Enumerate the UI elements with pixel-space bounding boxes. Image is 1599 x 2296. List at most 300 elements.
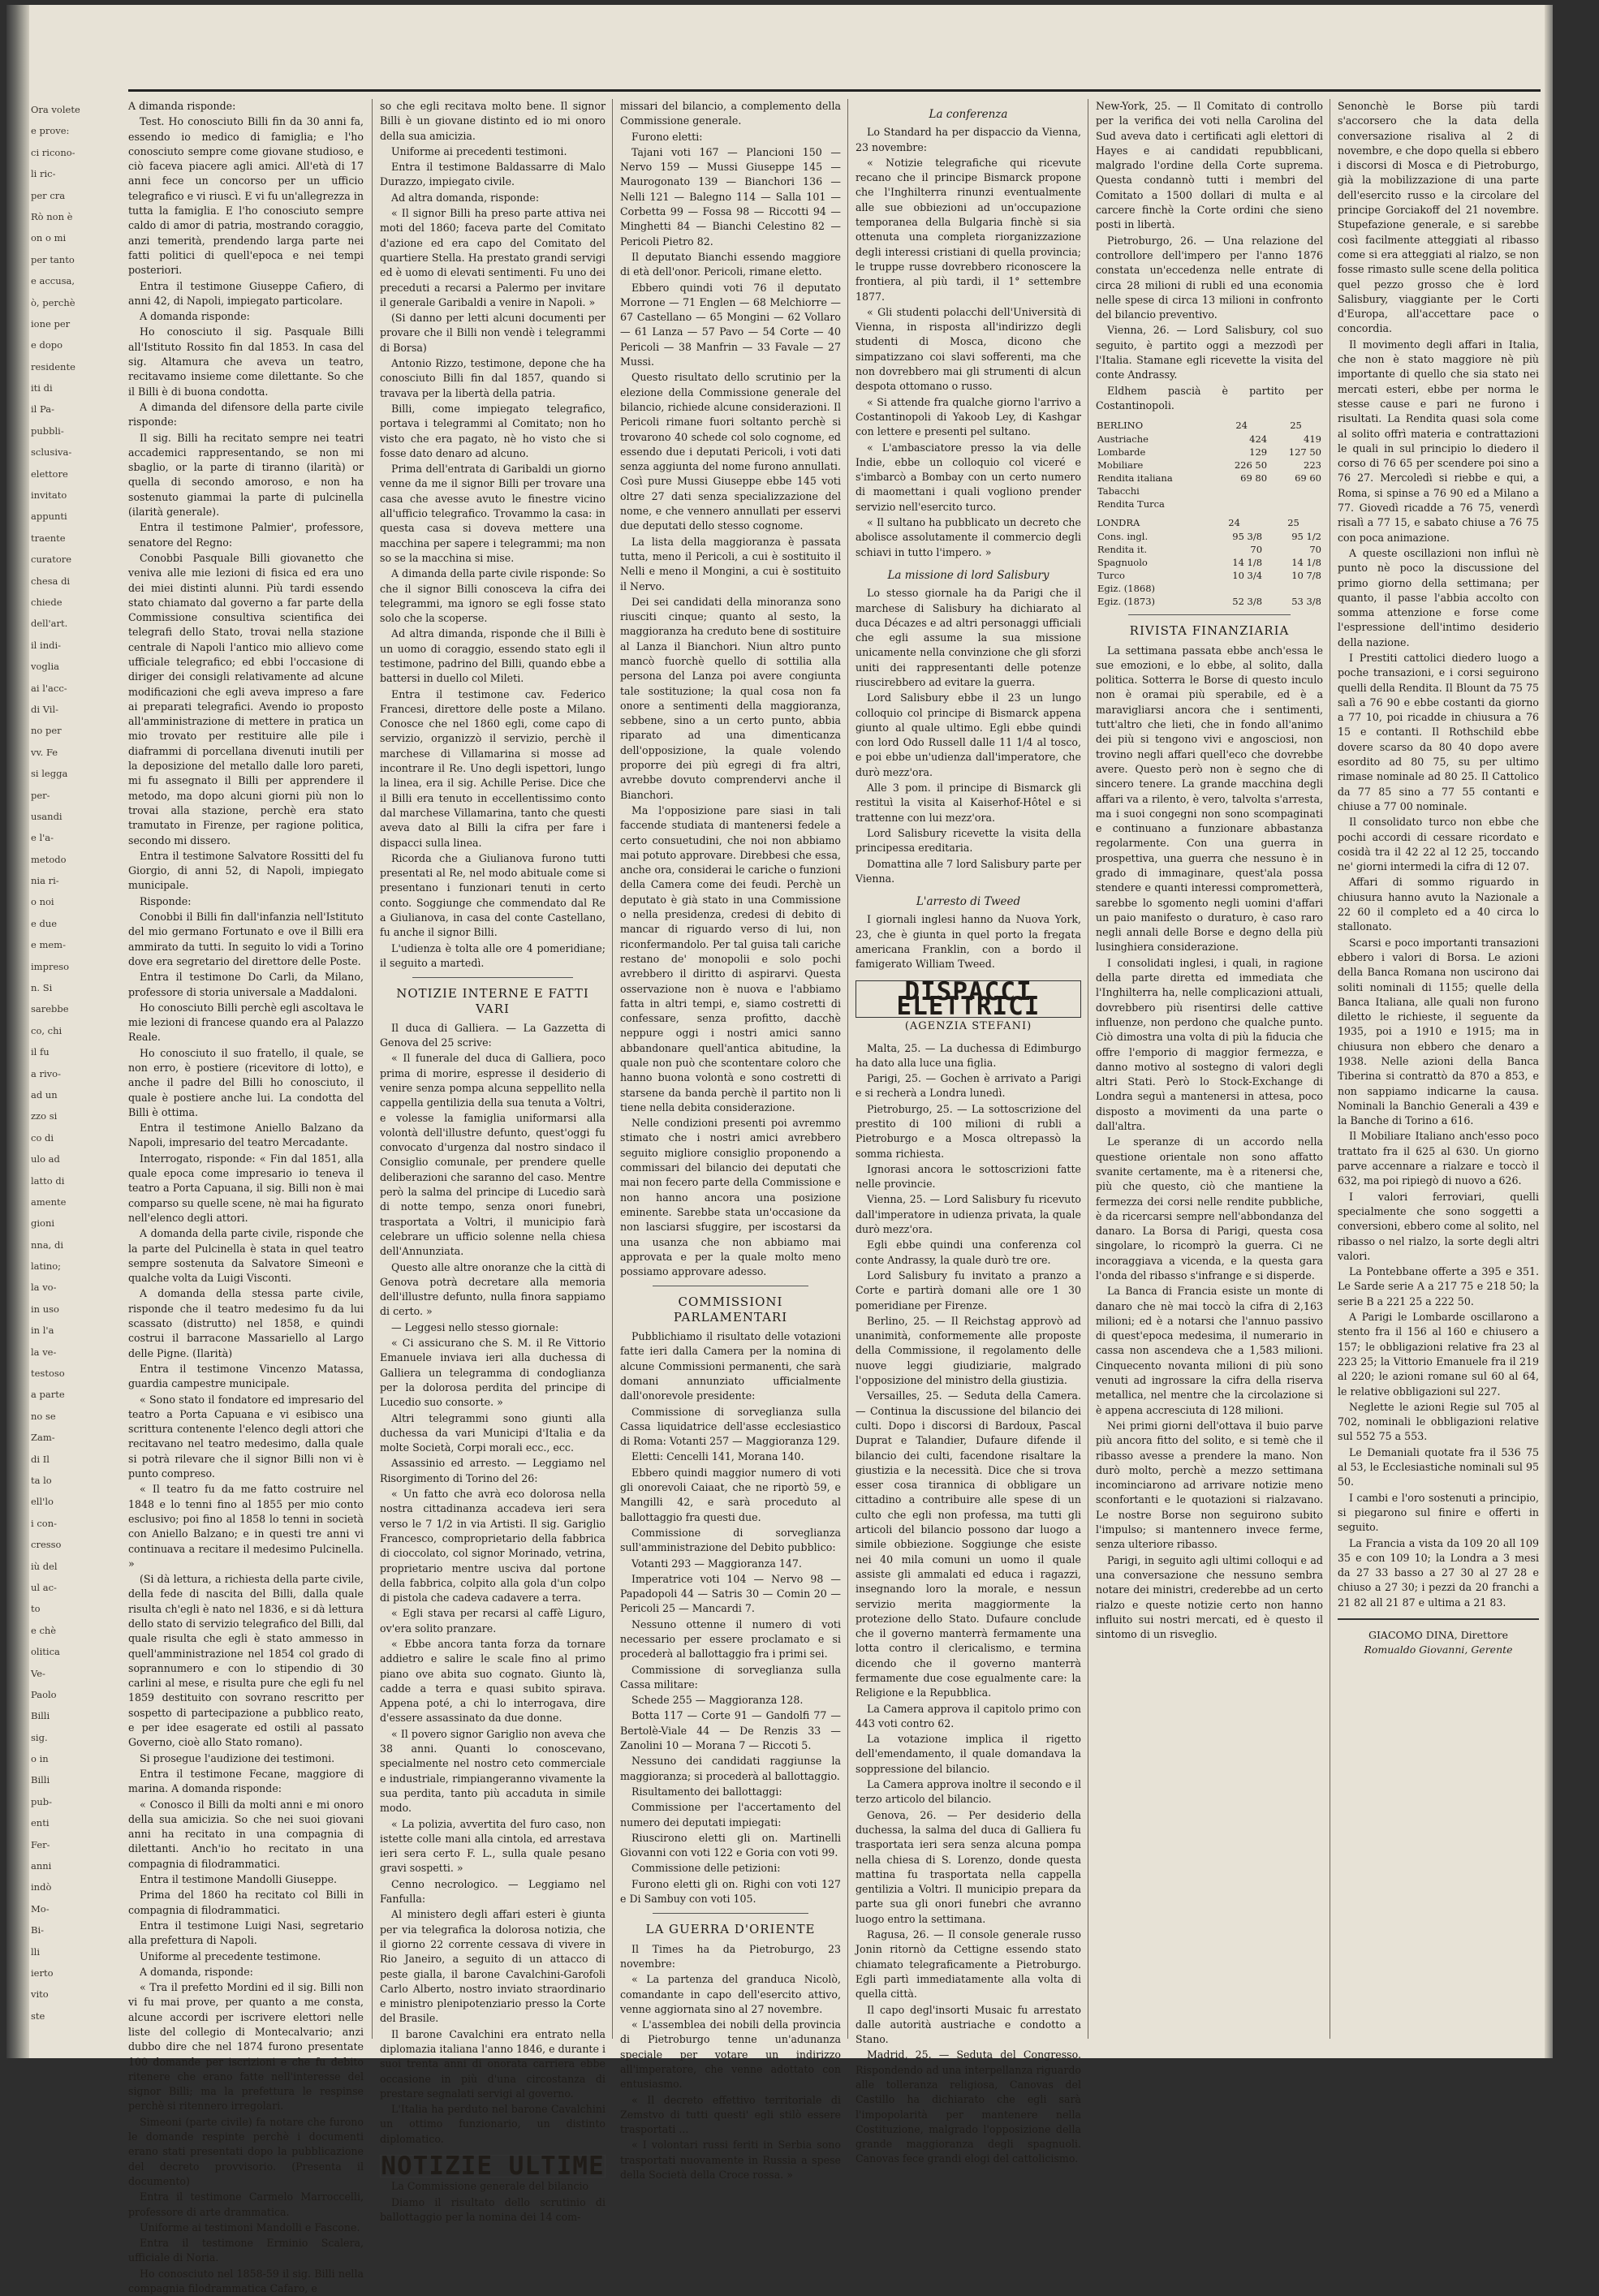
paragraph: Al ministero degli affari esteri è giunta per via telegrafica la dolorosa notizia, che il giorno 22 corrente cessava di vivere in Rio Janeiro, a seguito di un attacco di peste gialla, il barone Cavalchini-Garofoli Carlo Alberto, nostro inviato straordinario e ministro plenipotenziario presso la Corte del Brasile. xyxy=(380,1908,606,2025)
paragraph: « Un fatto che avrà eco dolorosa nella nostra cittadinanza accadeva ieri sera verso le 7 1/2 in via Artisti. Il sig. Gariglio Francesco, comproprietario della fabbrica di cioccolato, col signor Morinado, vetrina, proprietario mentre usciva dal portone della fabbrica, colpito alla gola d'un colpo di pistola che cadeva cadavere a terra. xyxy=(380,1488,606,1605)
paragraph: Simeoni (parte civile) fa notare che furono le domande respinte perchè i documenti erano stati presentati dopo la pubblicazione del decreto provvisorio. (Presenta il documento) xyxy=(128,2115,364,2187)
margin-fragment: o noi xyxy=(31,896,54,908)
paragraph: Lo Standard ha per dispaccio da Vienna, 23 novembre: xyxy=(856,126,1081,153)
margin-fragment: Fer- xyxy=(31,1838,50,1850)
paragraph: Il sig. Billi ha recitato sempre nei teatri accademici rappresentando, se non mi sbaglio, or la parte di tiranno (ilarità) or quella di secondo amoroso, e non ha sostenuto giammai la parte di pulcinella (ilarità generale). xyxy=(128,431,364,519)
paragraph: Dei sei candidati della minoranza sono riusciti cinque; quanto al sesto, la maggioranza ha creduto bene di sostituire al Lanza il Bianchori. Niun altro punto mancò fuorchè quello di sottilia alla persona del Lanza poi avere congiunta tale sostituzione; la qual cosa non fa onore a sentimenti della maggioranza, sebbene, sino a un certo punto, abbia riparato ad una dimenticanza dell'opposizione, la quale volendo proporre dei più egregi di fra altri, avrebbe dovuto comprendervi anche il Bianchori. xyxy=(620,595,841,801)
quote-value: 95 1/2 xyxy=(1291,531,1321,543)
margin-fragment: indò xyxy=(31,1881,52,1893)
column-2 xyxy=(380,99,606,2223)
paragraph: Le speranze di un accordo nella questione orientale non sono affatto svanite certamente, ma è a ritenersi che, più che questo, ciò che mantiene la fermezza dei corsi nelle rendite pubbliche, è da ricercarsi sempre nell'abbondanza del danaro. La Borsa di Parigi, questa cosa singolare, lo ricomprò la guerra. Ci ne incoraggiava a vicenda, e la questa gara l'onda del ribasso s'infrange e si disperde. xyxy=(1096,1135,1323,1282)
market-date-header: 25 xyxy=(1287,517,1299,529)
quote-value xyxy=(1214,498,1269,510)
margin-fragment: residente xyxy=(31,360,75,373)
paragraph: Billi, come impiegato telegrafico, portava i telegrammi al Comitato; non ho visto che era pagato, nè ho visto che si fosse dato denaro ad alcuno. xyxy=(380,402,606,459)
paragraph: Lord Salisbury ebbe il 23 un lungo colloquio col principe di Bismarck appena giunto al quale ultimo. Egli ebbe quindi con lord Odo Russell dalle 11 1/4 al tosco, e poi ebbe un'udienza dall'imperatore, che durò mezz'ora. xyxy=(856,691,1081,778)
paragraph: Eldhem pascià è partito per Costantinopoli. xyxy=(1096,384,1323,411)
margin-fragment: iti di xyxy=(31,382,53,394)
market-date-header: 24 xyxy=(1228,517,1240,529)
margin-fragment: ul ac- xyxy=(31,1581,57,1593)
paragraph: New-York, 25. — Il Comitato di controllo per la verifica dei voti nella Carolina del Sud aveva dato i certificati agli elettori di Hayes e ai candidati repubblicani, malgrado l'ordine della Corte suprema. Questa condannò tutti i membri del Comitato a 1500 dollari di multa e al carcere finchè la Corte ordini che sieno posti in libertà. xyxy=(1096,100,1323,231)
paragraph: L'Italia ha perduto nel barone Cavalchini un ottimo funzionario, un distinto diplomatico. xyxy=(380,2103,606,2145)
paragraph: Pubblichiamo il risultato delle votazioni fatte ieri dalla Camera per la nomina di alcune Commissioni permanenti, che sarà domani annunziato ufficialmente dall'onorevole presidente: xyxy=(620,1330,841,1402)
margin-fragment: latto di xyxy=(31,1174,65,1187)
margin-fragment: Zam- xyxy=(31,1432,55,1444)
paragraph: A domanda risponde: xyxy=(140,310,250,323)
margin-fragment: sclusiva- xyxy=(31,446,72,459)
margin-fragment: no per xyxy=(31,725,62,737)
paragraph: Versailles, 25. — Seduta della Camera. — Continua la discussione del bilancio dei culti. Dopo i discorsi di Bardoux, Pascal Duprat e Talandier, Dufaure difende il bilancio dei culti, facendone risaltare la giustizia e la necessità. Dice che si trova esser cosa tirannica di obbligare un cittadino a contribuire alle spese di un culto che egli non professa, ma tutti gli articoli del bilancio possono dar luogo a simile obbiezione. Soggiunge che esiste nei 40 mila comuni un uomo il quale assiste gli ammalati ed educa i ragazzi, insegnando loro la morale, e nessun servizio merita maggiormente la protezione dello Stato. Dufaure conclude che il governo manterrà fermamente una lotta contro il clericalismo, e termina dicendo che il governo manterrà fermamente due cose egualmente care: la Religione e la Repubblica. xyxy=(856,1389,1081,1699)
margin-fragment: amente xyxy=(31,1195,67,1208)
market-row xyxy=(1096,556,1323,569)
paragraph: Entra il testimone Giuseppe Cafiero, di anni 42, di Napoli, impiegato particolare. xyxy=(128,279,364,307)
paragraph: Affari di sommo riguardo in chiusura hanno avuto la Nazionale a 22 60 il completo ed a 40 circa lo stallonato. xyxy=(1338,876,1539,933)
quote-value: 10 3/4 xyxy=(1232,570,1263,582)
margin-fragment: Paolo xyxy=(31,1688,57,1700)
margin-fragment: e chè xyxy=(31,1624,57,1636)
paragraph: Lord Salisbury fu invitato a pranzo a Corte e partirà domani alle ore 1 30 pomeridiane per Firenze. xyxy=(856,1269,1081,1312)
paragraph: Tajani voti 167 — Plancioni 150 — Nervo 159 — Mussi Giuseppe 145 — Maurogonato 139 — Bianchori 136 — Nelli 121 — Balegno 114 — Salla 101 — Corbetta 99 — Fossa 98 — Riccotti 94 — Minghetti 84 — Bianchi Celestino 82 — Pericoli Pietro 82. xyxy=(620,145,841,248)
binding-edge xyxy=(6,5,29,2058)
security-name: Lombarde xyxy=(1097,446,1146,459)
margin-fragment: chiede xyxy=(31,596,62,608)
margin-fragment: di Il xyxy=(31,1453,50,1465)
paragraph: La Commissione generale del bilancio xyxy=(391,2180,589,2193)
margin-fragment: co di xyxy=(31,1131,54,1144)
paragraph: Nei primi giorni dell'ottava il buio parve più ancora fitto del solito, e si temè che il ribasso avesse a prendere la mano. Non durò molto, perchè a mezzo settimana incominciarono ad arrivare notizie meno sconfortanti e le quotazioni si rialzavano. Le nostre Borse non seguirono subito l'impulso; si mantennero invece ferme, senza ulteriore ribasso. xyxy=(1096,1419,1323,1551)
paragraph: I giornali inglesi hanno da Nuova York, 23, che è giunta in quel porto la fregata americana Franklin, con a bordo il famigerato William Tweed. xyxy=(856,913,1081,971)
paragraph: Entra il testimone Palmier', professore, senatore del Regno: xyxy=(128,521,364,549)
quote-value: 10 7/8 xyxy=(1291,570,1321,582)
paragraph: « Ebbe ancora tanta forza da tornare addietro e salire le scale fino al primo piano ove abita suo cognato. Giunto là, cadde a terra e quasi subito spirava. Appena poté, a chi lo interrogava, dire d'essere assassinato da due donne. xyxy=(380,1637,606,1725)
margin-fragment: latino; xyxy=(31,1260,62,1273)
margin-fragment: voglia xyxy=(31,661,59,673)
margin-fragment: la ve- xyxy=(31,1346,57,1358)
security-name: Rendita it. xyxy=(1097,544,1147,556)
quote-value xyxy=(1269,485,1323,498)
security-name: Austriache xyxy=(1097,433,1149,446)
paragraph: Il barone Cavalchini era entrato nella diplomazia italiana l'anno 1846, e durante i suoi trenta anni di onorata carriera ebbe occasione in più d'una circostanza di prestare segnalati servigi al governo. xyxy=(380,2027,606,2100)
paragraph: (Si danno per letti alcuni documenti per provare che il Billi non vendè i telegrammi di Borsa) xyxy=(380,312,606,354)
paragraph: Entra il testimone Fecane, maggiore di marina. A domanda risponde: xyxy=(128,1767,364,1795)
margin-fragment: sig. xyxy=(31,1731,48,1743)
margin-fragment: in l'a xyxy=(31,1325,54,1337)
paragraph: Ho conosciuto nel 1858-59 il sig. Billi nella compagnia filodrammatica Cafaro, e xyxy=(128,2267,364,2295)
paragraph: Ebbero quindi voti 76 il deputato Morrone — 71 Englen — 68 Melchiorre — 67 Castellano — 65 Mongini — 62 Vollaro — 61 Lanza — 57 Pavo — 54 Corte — 40 Pericoli — 38 Manfrin — 33 Favale — 27 Mussi. xyxy=(620,281,841,368)
paragraph: A Parigi le Lombarde oscillarono a stento fra il 156 al 160 e chiusero a 157; le obbligazioni relative fra 23 al 223 25; la Vittorio Emanuele fra il 219 al 220; le azioni romane sul 60 al 64, le relative obbligazioni sul 227. xyxy=(1338,1311,1539,1398)
paragraph: « Gli studenti polacchi dell'Università di Vienna, in risposta all'indirizzo degli studenti di Mosca, dicono che simpatizzano coi slavi sofferenti, ma che non dovrebbero mai gli strumenti di alcun despota ottomano o russo. xyxy=(856,305,1081,393)
paragraph: « L'assemblea dei nobili della provincia di Pietroburgo tenne un'adunanza speciale per votare un indirizzo all'imperatore, che venne adottato con entusiasmo. xyxy=(620,2018,841,2091)
paragraph: Il capo degl'insorti Musaic fu arrestato dalle autorità austriache e condotto a Stano. xyxy=(856,2003,1081,2046)
security-name: Tabacchi xyxy=(1097,485,1140,498)
paragraph: Eletti: Cencelli 141, Morana 140. xyxy=(631,1450,804,1463)
quote-value: 14 1/8 xyxy=(1291,557,1321,569)
market-title: BERLINO xyxy=(1097,420,1144,432)
paragraph: La Camera approva inoltre il secondo e il terzo articolo del bilancio. xyxy=(856,1778,1081,1806)
margin-fragment: n. Si xyxy=(31,982,53,994)
paragraph: missari del bilancio, a complemento della Commissione generale. xyxy=(620,100,841,127)
paragraph: Ricorda che a Giulianova furono tutti presentati al Re, nel modo abituale come si presentano i funzionari tenuti in certo conto. Soggiunge che commendato dal Re a Giulianova, in casa del conte Castellano, fu anche il signor Billi. xyxy=(380,851,606,939)
security-name: Rendita italiana xyxy=(1097,472,1173,485)
paragraph: Botta 117 — Corte 91 — Gandolfi 77 — Bertolè-Viale 44 — De Renzis 33 — Zanolini 10 — Morana 7 — Riccoti 5. xyxy=(620,1709,841,1752)
paragraph: Ho conosciuto il sig. Pasquale Billi all'Istituto Rossito fin dal 1853. In casa del sig. Altamura che aveva un teatro, recitavamo insieme come dilettante. So che il Billi è di buona condotta. xyxy=(128,325,364,398)
margin-fragment: cresso xyxy=(31,1539,62,1551)
paragraph: Parigi, 25. — Gochen è arrivato a Parigi e si recherà a Londra lunedì. xyxy=(856,1072,1081,1100)
paragraph: « Tra il prefetto Mordini ed il sig. Billi non vi fu mai prove, per quanto a me consta, alcune accordi per iscrivere elettori nelle liste del collegio di Montecalvario; anzi dubbo dire che nel 1874 furono presentate 100 domande per iscrizioni e che fu debito ritenere che erano fatte nell'interesse del signor Billi; ma la prefettura le respinse perchè si ritennero irregolari. xyxy=(128,1981,364,2113)
paragraph: Furono eletti: xyxy=(631,130,703,143)
banner-heading: DISPACCI ELETTRICI xyxy=(856,980,1081,1019)
signature-block xyxy=(1338,1618,1539,1658)
quote-value: 69 60 xyxy=(1295,472,1321,485)
security-name: Cons. ingl. xyxy=(1097,531,1149,543)
paragraph: A queste oscillazioni non influì nè punto nè poco la discussione del primo giorno della settimana; per quanto, il passe l'abbia accolto con somma attenzione e forse come l'espressione dell'intimo desiderio della nazione. xyxy=(1338,546,1539,648)
section-rule xyxy=(412,977,573,978)
paragraph: Lo stesso giornale ha da Parigi che il marchese di Salisbury ha dichiarato al duca Décazes e ad altri personaggi ufficiali che egli assume la sua missione unicamente nella convinzione che gli sforzi uniti dei rappresentanti delle potenze riuscirebbero ad evitare la guerra. xyxy=(856,587,1081,688)
margin-fragment: e dopo xyxy=(31,339,63,351)
paragraph: A domanda della stessa parte civile, risponde che il teatro medesimo fu da lui scassato (distrutto) nel 1858, e quindi costrui il barracone Massariello al Largo delle Pigne. (Ilarità) xyxy=(128,1287,364,1359)
margin-fragment: ste xyxy=(31,2010,45,2022)
paragraph: Interrogato, risponde: « Fin dal 1851, alla quale epoca come impresario io teneva il teatro a Porta Capuana, il sig. Billi non è mai comparso su quelle scene, nè mai ha figurato nell'elenco degli attori. xyxy=(128,1152,364,1224)
paragraph: Lord Salisbury ricevette la visita della principessa ereditaria. xyxy=(856,826,1081,855)
margin-fragment: co, chi xyxy=(31,1024,62,1036)
paragraph: Schede 255 — Maggioranza 128. xyxy=(631,1694,804,1707)
margin-fragment: il fu xyxy=(31,1046,50,1058)
paragraph: Imperatrice voti 104 — Nervo 98 — Papadopoli 44 — Satris 30 — Comin 20 — Pericoli 25 — Mancardi 7. xyxy=(620,1572,841,1615)
paragraph: A domanda, risponde: xyxy=(140,1965,253,1978)
article-heading: L'arresto di Tweed xyxy=(916,895,1021,909)
margin-fragment: ierto xyxy=(31,1966,54,1979)
paragraph: « La partenza del granduca Nicolò, comandante in capo dell'esercito attivo, venne aggiornata sino al 27 novembre. xyxy=(620,1973,841,2015)
paragraph: Entra il testimone Baldassarre di Malo Durazzo, impiegato civile. xyxy=(380,161,606,188)
paragraph: Alle 3 pom. il principe di Bismarck gli restituì la visita al Kaiserhof-Hôtel e si trattenne con lui mezz'ora. xyxy=(856,782,1081,824)
quote-value: 226 50 xyxy=(1234,459,1268,472)
paragraph: Ho conosciuto il suo fratello, il quale, se non erro, è postiere (ricevitore di lotto), e anche il padre del Billi ho conosciuto, il quale è postiere anche lui. La condotta del Billi è ottima. xyxy=(128,1046,364,1118)
paragraph: Commissione di sorveglianza sulla Cassa militare: xyxy=(620,1663,841,1691)
paragraph: Il consolidato turco non ebbe che pochi accordi di cessare ricordato e cosidà tra il 42 22 al 12 25, toccando ne' giorni intermedi la cifra di 12 07. xyxy=(1338,816,1539,873)
quote-value: 52 3/8 xyxy=(1232,596,1263,608)
paragraph: Questo risultato dello scrutinio per la elezione della Commissione generale del bilancio, richiede alcune considerazioni. Il Pericoli rimane fuori soltanto perchè si trovarono 40 schede col solo cognome, ed essendo due i deputati Pericoli, i voti dati senza aggiunta del nome furono annullati. Così pure Mussi Giuseppe ebbe 145 voti oltre 27 dati senza specializzazione del nome, e che vennero annullati per esservi due deputati dello stesso cognome. xyxy=(620,371,841,532)
londra-market-table xyxy=(1096,515,1323,608)
paragraph: La Camera approva il capitolo primo con 443 voti contro 62. xyxy=(856,1702,1081,1730)
paragraph: Entra il testimone Luigi Nasi, segretario alla prefettura di Napoli. xyxy=(128,1919,364,1947)
paragraph: Il Mobiliare Italiano anch'esso poco trattato fra il 625 al 630. Un giorno parve accennare a rialzare e toccò il 632, ma poi ripiegò di nuovo a 626. xyxy=(1338,1130,1539,1187)
quote-value xyxy=(1269,498,1323,510)
market-row xyxy=(1096,543,1323,556)
security-name: Egiz. (1873) xyxy=(1097,596,1156,608)
margin-fragment: per cra xyxy=(31,189,66,201)
section-rule xyxy=(653,1913,808,1914)
paragraph: « Il signor Billi ha preso parte attiva nei moti del 1860; faceva parte del Comitato d'azione ed era capo del Comitato del quartiere Stella. Ha prestato grandi servigi ed è uomo di elevati sentimenti. Fu uno dei preceduti a recarsi a Palermo per invitare il generale Garibaldi a venire in Napoli. » xyxy=(380,207,606,308)
paragraph: Test. Ho conosciuto Billi fin da 30 anni fa, essendo io medico di famiglia; e l'ho conosciuto sempre come giovane studioso, e ciò faceva piacere agli amici. All'età di 17 anni fece un concorso per un ufficio telegrafico e vi riuscì. E vi fu un'allegrezza in tutta la famiglia. E l'ho conosciuto sempre caldo di amor di patria, mostrando coraggio, anzi temerità, prendendo larga parte nei fatti politici di quell'epoca e nei tempi posteriori. xyxy=(128,115,364,277)
paragraph: « L'ambasciatore presso la via delle Indie, ebbe un colloquio col viceré e s'imbarcò a Bombay con un certo numero di maomettani i quali vogliono prender servizio nell'esercito turco. xyxy=(856,441,1081,513)
paragraph: Ad altra dimanda, risponde che il Billi è un uomo di coraggio, essendo stato egli il testimone, padrino del Billi, quando ebbe a battersi in duello col Mileti. xyxy=(380,627,606,685)
paragraph: « Il sultano ha pubblicato un decreto che abolisce assolutamente il commercio degli schiavi in tutto l'impero. » xyxy=(856,516,1081,558)
newspaper-page xyxy=(6,5,1553,2295)
quote-value: 14 1/8 xyxy=(1232,557,1263,569)
paragraph: Scarsi e poco importanti transazioni ebbero i valori di Borsa. Le azioni della Banca Romana non uscirono dai soliti nominali di 1155; quelle della Banca Italiana, alle quali non furono diletto le richieste, il seguente da 1935, poi a 1910 e 1915; ma in chiusura non ebbero che denaro a 1938. Nelle azioni della Banca Tiberina si contrattò da 870 a 853, e non sappiamo indicarne la causa. Nominali la Banchio Generali a 439 e la Banche di Torino a 616. xyxy=(1338,936,1539,1127)
paragraph: — Leggesi nello stesso giornale: xyxy=(391,1320,559,1333)
market-row xyxy=(1096,485,1323,498)
paragraph: Assassinio ed arresto. — Leggiamo nel Risorgimento di Torino del 26: xyxy=(380,1457,606,1484)
paragraph: « Il teatro fu da me fatto costruire nel 1848 e lo tenni fino al 1855 per mio conto esclusivo; poi fino al 1858 lo tenni in società con Aniello Balzano; e in questi tre anni vi continuava a recitare il medesimo Pulcinella. » xyxy=(128,1483,364,1570)
paragraph: Nelle condizioni presenti poi avremmo stimato che i nostri amici avrebbero seguito migliore consiglio proponendo a commissari del bilancio dei deputati che mai non fecero parte della Commissione e non hanno ancora una posizione eminente. Sarebbe stata un'occasione da non lasciarsi sfuggire, per iscostarsi da una usanza che non abbiamo mai approvata e per la quale molto meno possiamo approvare adesso. xyxy=(620,1117,841,1278)
section-heading: NOTIZIE INTERNE E FATTI VARI xyxy=(396,986,589,1016)
margin-fragment: vv. Fe xyxy=(31,746,58,758)
market-row xyxy=(1096,446,1323,459)
paragraph: I cambi e l'oro sostenuti a principio, si piegarono sul finire e offerti in seguito. xyxy=(1338,1491,1539,1534)
margin-fragment: elettore xyxy=(31,467,68,480)
margin-fragment: di Vil- xyxy=(31,703,59,715)
article-heading: La missione di lord Salisbury xyxy=(887,568,1049,582)
paragraph: Prima del 1860 ha recitato col Billi in compagnia di filodrammatici. xyxy=(128,1889,364,1916)
paragraph: Entra il testimone Carmelo Marroccelli, professore di arte drammatica. xyxy=(128,2190,364,2218)
section-heading: COMMISSIONI PARLAMENTARI xyxy=(673,1294,788,1325)
margin-fragment: on o mi xyxy=(31,232,67,244)
quote-value: 95 3/8 xyxy=(1232,531,1263,543)
paragraph: Senonchè le Borse più tardi s'accorsero che la data della conversazione risaliva al 2 di novembre, e che dopo quella si ebbero i discorsi di Mosca e di Pietroburgo, già la mobilizzazione di una parte dell'esercito russo e la circolare del principe Gorciakoff del 21 novembre. Stupefazione generale, e si sarebbe così facilmente atteggiati al ribasso come si era atteggiati al rialzo, se non fosse rimasto sulle scene della politica quel pezzo grosso che è lord Salisbury, viaggiante per le Corti d'Europa, all'accettare pace o concordia. xyxy=(1338,100,1539,335)
paragraph: Antonio Rizzo, testimone, depone che ha conosciuto Billi fin dal 1857, quando si travava per la libertà della patria. xyxy=(380,357,606,399)
quote-value: 127 50 xyxy=(1288,446,1321,459)
paragraph: Commissione per l'accertamento del numero dei deputati impiegati: xyxy=(620,1801,841,1829)
editor-name: GIACOMO DINA, Direttore xyxy=(1368,1628,1508,1641)
market-row xyxy=(1096,498,1323,510)
paragraph: Prima dell'entrata di Garibaldi un giorno venne da me il signor Billi per trovare una casa che avesse avuto le finestre vicino all'ufficio telegrafico. Trovammo la casa: in questa casa si doveva mettere una macchina per sapere i telegrammi; ma non so se la macchina si mise. xyxy=(380,463,606,564)
market-row xyxy=(1096,472,1323,485)
margin-fragment: i con- xyxy=(31,1517,57,1529)
paragraph: Berlino, 25. — Il Reichstag approvò ad unanimità, conformemente alle proposte della Commissione, il regolamento delle nuove leggi giudiziarie, malgrado l'opposizione del ministro della giustizia. xyxy=(856,1314,1081,1387)
margin-fragment: per tanto xyxy=(31,253,75,265)
column-5 xyxy=(1096,99,1323,2039)
paragraph: « Egli stava per recarsi al caffè Liguro, ov'era solito pranzare. xyxy=(380,1607,606,1635)
paragraph: « Si attende fra qualche giorno l'arrivo a Costantinopoli di Yakoob Ley, di Kashgar con lettere e presenti pel sultano. xyxy=(856,395,1081,438)
paragraph: I consolidati inglesi, i quali, in ragione della parte diretta ed immediata che l'Inghilterra ha, nelle complicazioni attuali, dovrebbero più risentirsi delle cattive influenze, non perdono che qualche punto. Ciò dimostra una volta di più la fiducia che offre l'emporio di maggior fermezza, e danno motivo al sostegno di valori degli altri Stati. Però lo Stock-Exchange di Londra seguì a mantenersi in attesa, poco disposto a movimenti da una parte o dall'altra. xyxy=(1096,956,1323,1133)
margin-fragment: si legga xyxy=(31,768,68,780)
paragraph: I Prestiti cattolici diedero luogo a poche transazioni, e i corsi seguirono quelli della Rendita. Il Blount da 75 75 salì a 76 90 e ebbe costanti da giorno a 77 10, poi ricadde in chiusura a 76 15 e contanti. Il Rothschild ebbe dovere scarso da 80 40 dopo avere esordito ad 80 75, su per ultimo rimase nominale ad 80 25. Il Cattolico da 77 85 sino a 77 55 contanti e chiuse a 77 00 nominale. xyxy=(1338,651,1539,812)
margin-fragment: in uso xyxy=(31,1303,59,1315)
paragraph: Questo alle altre onoranze che la città di Genova potrà decretare alla memoria dell'illustre defunto, nulla finora sappiamo di certo. » xyxy=(380,1260,606,1318)
margin-fragment: e l'a- xyxy=(31,832,54,844)
berlino-market-table xyxy=(1096,418,1323,510)
paragraph: Entra il testimone Vincenzo Matassa, guardia campestre municipale. xyxy=(128,1362,364,1390)
paragraph: La lista della maggioranza è passata tutta, meno il Pericoli, a cui è sostituito il Nelli e meno il Mongini, a cui è sostituito il Nervo. xyxy=(620,535,841,592)
section-heading: RIVISTA FINANZIARIA xyxy=(1129,623,1290,639)
margin-fragment: ci ricono- xyxy=(31,146,75,158)
paragraph: Pietroburgo, 26. — Una relazione del controllore dell'impero per l'anno 1876 constata un'eccedenza nelle entrate di circa 28 milioni di rubli ed una economia nelle spese di circa 13 milioni in confronto del bilancio preventivo. xyxy=(1096,234,1323,321)
margin-fragment: no se xyxy=(31,1410,56,1422)
paragraph: La Francia a vista da 109 20 all 109 35 e con 109 10; la Londra a 3 mesi da 27 33 basso a 27 30 al 27 28 e chiuso a 27 30; i pezzi da 20 franchi a 21 82 all 21 87 e ultima a 21 83. xyxy=(1338,1536,1539,1609)
column-divider xyxy=(372,99,373,2039)
margin-fragment: usandi xyxy=(31,810,62,822)
margin-fragment: e accusa, xyxy=(31,275,75,287)
paragraph: Parigi, in seguito agli ultimi colloqui e ad una conversazione che nessuno sembra notare dei ministri, crederebbe ad un certo rialzo e queste notizie certo non hanno influito sui nostri mercati, ed è questo il sintomo di un risveglio. xyxy=(1096,1553,1323,1641)
margin-fragment: Ora volete xyxy=(31,104,80,115)
paragraph: Ad altra domanda, risponde: xyxy=(391,191,540,204)
paragraph: Uniforme ai testimoni Mandolli e Fascone. xyxy=(140,2221,360,2234)
paragraph: La votazione implica il rigetto dell'emendamento, il quale domandava la soppressione del bilancio. xyxy=(856,1733,1081,1775)
paragraph: Conobbi Pasquale Billi giovanetto che veniva alle mie lezioni di fisica ed era uno dei miei distinti alunni. Più tardi essendo stato chiamato dal governo a far parte della Commissione consultiva scientifica dei telegrafi dello Stato, trovai nella stazione centrale di Napoli l'antico mio allievo come ufficiale telegrafico; ed ebbi l'occasione di diriger dei consigli relativamente ad alcune modificazioni che egli aveva impreso a fare ai preparati telegrafici. Avendo io proposto all'amministrazione di mettere in pratica un mio trovato per restituire alle pile i diaframmi di porcellana divenuti inutili per la deposizione del metallo dalle loro pareti, mi fu assegnato il Billi per apprendere il metodo, ma dopo alcuni giorni più non lo trovai alla stazione, perchè era stato tramutato in Firenze, per ragione politica, secondo mi dissero. xyxy=(128,551,364,846)
security-name: Spagnuolo xyxy=(1097,557,1148,569)
paragraph: Ho conosciuto Billi perchè egli ascoltava le mie lezioni di francese quando era al Palazzo Reale. xyxy=(128,1001,364,1044)
page-edge-shadow xyxy=(1545,5,1553,2058)
quote-value: 223 xyxy=(1304,459,1321,472)
margin-fragment: chesa di xyxy=(31,575,71,587)
margin-fragment: a rivo- xyxy=(31,1067,61,1079)
paragraph: Uniforme al precedente testimone. xyxy=(140,1949,321,1962)
margin-fragment: gioni xyxy=(31,1217,55,1230)
margin-fragment: to xyxy=(31,1603,41,1615)
margin-fragment: il Pa- xyxy=(31,403,54,416)
market-row xyxy=(1096,595,1323,608)
paragraph: Il duca di Galliera. — La Gazzetta di Genova del 25 scrive: xyxy=(380,1021,606,1049)
security-name: Mobiliare xyxy=(1097,459,1144,472)
paragraph: Diamo il risultato dello scrutinio di ballottaggio per la nomina dei 14 com- xyxy=(380,2195,606,2223)
paragraph: « Il decreto effettivo territoriale di Zemstvo di tutti questi' egli stilò essere trasportati ... xyxy=(620,2093,841,2136)
margin-fragment: invitato xyxy=(31,489,67,502)
paragraph: Genova, 26. — Per desiderio della duchessa, la salma del duca di Galliera fu trasportata ieri sera senza alcuna pompa nella chiesa di S. Lorenzo, donde questa mattina fu trasportata nella cappella gentilizia a Voltri. Il municipio prepara da parte sua gli onori funebri che avranno luogo entro la settimana. xyxy=(856,1808,1081,1925)
quote-value: 129 xyxy=(1249,446,1268,459)
paragraph: Entra il testimone Do Carli, da Milano, professore di storia universale a Maddaloni. xyxy=(128,971,364,998)
paragraph: L'udienza è tolta alle ore 4 pomeridiane; il seguito a martedì. xyxy=(380,941,606,969)
paragraph: Neglette le azioni Regie sul 705 al 702, nominali le obbligazioni relative sul 552 75 a 553. xyxy=(1338,1400,1539,1443)
margin-fragment: o in xyxy=(31,1753,49,1765)
paragraph: (Si dà lettura, a richiesta della parte civile, della fede di nascita del Billi, dalla quale risulta ch'egli è nato nel 1836, e si dà lettura dello stato di servizio telegrafico del Billi, dal quale risulta che egli è stato ammesso in quell'amministrazione nel 1854 col grado di soprannumero e con lo stipendio di 30 carlini al mese, e risulta pure che egli fu nel 1859 destituito con sovrano rescritto per sospetto di partecipazione a pubblico reato, e per idee esagerate ed ostili al passato Governo, cioè allo Stato romano). xyxy=(128,1573,364,1749)
paragraph: Il movimento degli affari in Italia, che non è stato maggiore nè più importante di quello che sia stato nei mercati esteri, ebbe per norma le stesse cause e pari ne furono i risultati. La Rendita quasi sola come al solito offrì materia e contrattazioni le quali in sul principio lo diedero il corso di 76 65 per scendere poi sino a 76 27. Mercoledì si riebbe e qui, a Roma, si spinse a 76 90 ed a Milano a 77. Giovedì ricadde a 76 75, venerdì risalì a 77 15, e sabato chiuse a 76 75 con poca animazione. xyxy=(1338,338,1539,544)
paragraph: « Il povero signor Gariglio non aveva che 38 anni. Quanti lo conoscevano, specialmente nel nostro ceto commerciale e industriale, rimpiangeranno vivamente la sua perdita, tanto più accaduta in simile modo. xyxy=(380,1727,606,1815)
paragraph: Risultamento dei ballottaggi: xyxy=(631,1785,782,1798)
paragraph: Entra il testimone Erminio Scalera, ufficiale di Noria. xyxy=(128,2237,364,2264)
security-name: Egiz. (1868) xyxy=(1097,583,1156,595)
margin-fragment: Billi xyxy=(31,1710,50,1722)
paragraph: La Pontebbane offerte a 395 e 351. Le Sarde serie A a 217 75 e 218 50; la serie B a 221 25 a 222 50. xyxy=(1338,1265,1539,1307)
margin-fragment: curatore xyxy=(31,554,72,566)
paragraph: Commissione di sorveglianza sulla Cassa liquidatrice dell'asse ecclesiastico di Roma: Votanti 257 — Maggioranza 129. xyxy=(620,1405,841,1448)
margin-fragment: zzo si xyxy=(31,1110,58,1122)
margin-fragment: impreso xyxy=(31,960,70,972)
quote-value: 70 xyxy=(1250,544,1263,556)
margin-fragment: ad un xyxy=(31,1088,58,1101)
quote-value: 424 xyxy=(1249,433,1268,446)
paragraph: « Notizie telegrafiche qui ricevute recano che il principe Bismarck propone che l'Inghilterra rinunzi eventualmente alle sue obbiezioni ad un'occupazione temporanea della Bulgaria finchè si sia ottenuta una completa riorganizzazione degli interessi cristiani di quella provincia; le truppe russe dovrebbero riconoscere la frontiera, al più tardi, il 1° settembre 1877. xyxy=(856,156,1081,303)
paragraph: Si prosegue l'audizione dei testimoni. xyxy=(140,1751,335,1764)
quote-value: 69 80 xyxy=(1240,472,1268,485)
paragraph: Commissione di sorveglianza sull'amministrazione del Debito pubblico: xyxy=(620,1526,841,1554)
margin-fragment: e due xyxy=(31,917,58,929)
banner-heading: NOTIZIE ULTIME xyxy=(381,2152,605,2182)
paragraph: Vienna, 26. — Lord Salisbury, col suo seguito, è partito oggi a mezzodì per l'Italia. Stamane egli ricevette la visita del conte Andrassy. xyxy=(1096,324,1323,381)
paragraph: Commissione delle petizioni: xyxy=(631,1862,781,1875)
paragraph: « I volontari russi feriti in Serbia sono trasportati nuovamente in Russia a spese della Società della Croce rossa. » xyxy=(620,2139,841,2182)
section-heading: LA GUERRA D'ORIENTE xyxy=(645,1922,816,1937)
column-3 xyxy=(620,99,841,2182)
article-heading: La conferenza xyxy=(929,108,1008,121)
market-row xyxy=(1096,459,1323,472)
margin-fragment: anni xyxy=(31,1860,52,1872)
margin-fragment: ulo ad xyxy=(31,1153,60,1165)
market-date-header: 25 xyxy=(1290,420,1302,432)
paragraph: Ragusa, 26. — Il console generale russo Jonin ritornò da Cettigne essendo stato chiamato telegraficamente a Pietroburgo. Egli partì immediatamente alla volta di quella città. xyxy=(856,1928,1081,2001)
margin-fragment: li ric- xyxy=(31,168,56,180)
margin-fragment: per- xyxy=(31,789,50,801)
column-4 xyxy=(856,99,1081,2165)
market-row xyxy=(1096,433,1323,446)
cropped-left-column xyxy=(31,102,108,2034)
paragraph: Nessuno ottenne il numero di voti necessario per essere proclamato e si procederà al ballottaggio fra i primi sei. xyxy=(620,1618,841,1661)
quote-value xyxy=(1214,485,1269,498)
paragraph: Domattina alle 7 lord Salisbury parte per Vienna. xyxy=(856,857,1081,885)
paragraph: Risponde: xyxy=(140,894,192,907)
margin-fragment: nna, di xyxy=(31,1238,64,1251)
paragraph: Votanti 293 — Maggioranza 147. xyxy=(631,1557,802,1570)
margin-fragment: enti xyxy=(31,1817,50,1829)
margin-fragment: pub- xyxy=(31,1795,53,1807)
paragraph: Vienna, 25. — Lord Salisbury fu ricevuto dall'imperatore in udienza privata, la quale durò mezz'ora. xyxy=(856,1193,1081,1236)
paragraph: Egli ebbe quindi una conferenza col conte Andrassy, la quale durò tre ore. xyxy=(856,1238,1081,1266)
quote-value xyxy=(1205,582,1264,595)
quote-value: 419 xyxy=(1304,433,1321,446)
paragraph: Ma l'opposizione pare siasi in tali faccende studiata di mantenersi fedele a certo consuetudini, che noi non abbiamo mai potuto approvare. Direbbesi che essa, anche ora, considerai le cariche o funzioni della Camera come dei feudi. Perchè un deputato è già stato in una Commissione o nella presidenza, credesi di debito di mancar di riguardo verso di lui, non riconfermandolo. Per tal guisa tali cariche restano de' monopolii e solo pochi avrebbero il diritto di aspirarvi. Questa osservazione non è nuova e l'abbiamo fatta in altri tempi, e, siamo costretti di confessare, senza profitto, dacchè neppure oggi i nostri amici sanno abbandonare quell'antica abitudine, la quale non può che scontentare coloro che hanno buona volontà e sono costretti di starsene da banda perchè il partito non li tiene nella debita considerazione. xyxy=(620,803,841,1114)
margin-fragment: il indi- xyxy=(31,639,62,651)
margin-fragment: ta lo xyxy=(31,1475,52,1486)
market-row xyxy=(1096,582,1323,595)
paragraph: A domanda della parte civile, risponde che la parte del Pulcinella è stata in quel teatro sempre sostenuta da Salvatore Simeonì e qualche volta da Luigi Visconti. xyxy=(128,1227,364,1285)
margin-fragment: testoso xyxy=(31,1368,65,1380)
paragraph: Conobbi il Billi fin dall'infanzia nell'Istituto del mio germano Fortunato e ove il Billi era ammirato da tutti. In seguito lo vidi a Torino dove era segretario del direttore delle Poste. xyxy=(128,911,364,967)
paragraph: « Sono stato il fondatore ed impresario del teatro a Porta Capuana e vi esibisco una scrittura contenente l'elenco degli attori che recitavano nel teatro medesimo, dalla quale si potrà rilevare che il signor Billi non vi è punto compreso. xyxy=(128,1393,364,1480)
margin-fragment: sarebbe xyxy=(31,1003,69,1015)
margin-fragment: lli xyxy=(31,1945,41,1958)
paragraph: Uniforme ai precedenti testimoni. xyxy=(391,144,567,157)
margin-fragment: e prove: xyxy=(31,125,70,137)
paragraph: « La polizia, avvertita del furo caso, non istette colle mani alla cintola, ed arrestava ieri sera certo F. L., sulla quale pesano gravi sospetti. » xyxy=(380,1817,606,1875)
paragraph: Il Times ha da Pietroburgo, 23 novembre: xyxy=(620,1942,841,1970)
paragraph: « Conosco il Billi da molti anni e mi onoro della sua amicizia. So che nei suoi giovani anni ha recitato in una compagnia di dilettanti. Anch'io ho recitato in una compagnia di filodrammatici. xyxy=(128,1798,364,1870)
section-rule xyxy=(1128,614,1291,615)
security-name: Turco xyxy=(1097,570,1125,582)
paragraph: Nessuno dei candidati raggiunse la maggioranza; si procederà al ballottaggio. xyxy=(620,1755,841,1782)
margin-fragment: Bi- xyxy=(31,1924,45,1936)
banner-subheading: (AGENZIA STEFANI) xyxy=(904,1020,1032,1033)
column-6 xyxy=(1338,99,1539,2039)
paragraph: Entra il testimone Aniello Balzano da Napoli, impresario del teatro Mercadante. xyxy=(128,1122,364,1149)
paragraph: Le Demaniali quotate fra il 536 75 al 53, le Ecclesiastiche nominali sul 95 50. xyxy=(1338,1445,1539,1488)
margin-fragment: traente xyxy=(31,532,66,544)
paragraph: Madrid, 25. — Seduta del Congresso. Rispondendo ad una interpellanza riguardo alle tolleranza religiosa, Canovas del Castillo ha dichiarato che egli sarà l'impopolarità per mantenere nella Costituzione, malgrado l'opposizione della grande maggioranza degli spagnuoli. Canovas fece grandi elogi del cattolicismo. xyxy=(856,2048,1081,2165)
margin-fragment: vito xyxy=(31,1988,49,2001)
paragraph: Riuscirono eletti gli on. Martinelli Giovanni con voti 122 e Goria con voti 99. xyxy=(620,1831,841,1859)
paragraph: Il deputato Bianchi essendo maggiore di età dell'onor. Pericoli, rimane eletto. xyxy=(620,250,841,278)
market-row xyxy=(1096,530,1323,543)
paragraph: Cenno necrologico. — Leggiamo nel Fanfulla: xyxy=(380,1877,606,1906)
margin-fragment: ò, perchè xyxy=(31,296,75,308)
margin-fragment: Ve- xyxy=(31,1667,45,1679)
paragraph: Pietroburgo, 25. — La sottoscrizione del prestito di 100 milioni di rubli a Pietroburgo e a Mosca oltrepassò la somma richiesta. xyxy=(856,1102,1081,1160)
paragraph: Furono eletti gli on. Righi con voti 127 e Di Sambuy con voti 105. xyxy=(620,1877,841,1906)
margin-fragment: Rò non è xyxy=(31,210,73,222)
market-date-header: 24 xyxy=(1235,420,1248,432)
margin-fragment: nia ri- xyxy=(31,875,59,887)
margin-fragment: ione per xyxy=(31,317,71,330)
paragraph: Altri telegrammi sono giunti alla duchessa da vari Municipi d'Italia e da molte Società, Corpi morali ecc., ecc. xyxy=(380,1411,606,1454)
paragraph: « Il funerale del duca di Galliera, poco prima di morire, espresse il desiderio di venire senza pompa alcuna seppellito nella cappella gentilizia della sua tenuta a Voltri, e volesse la famiglia uniformarsi alla volontà dell'illustre defunto, quest'oggi fu convocato d'urgenza dal nostro sindaco il Consiglio comunale, per prendere quelle deliberazioni che saranno del caso. Mentre però la salma del principe di Lucedio sarà di notte tempo, senza onori funebri, trasportata a Voltri, il municipio farà celebrare un ufficio solenne nella chiesa dell'Annunziata. xyxy=(380,1052,606,1258)
margin-fragment: la vo- xyxy=(31,1282,57,1294)
security-name: Rendita Turca xyxy=(1097,498,1165,510)
paragraph: Ebbero quindi maggior numero di voti gli onorevoli Caiaat, che ne riportò 59, e Mangilli 42, e sarà proceduto al ballottaggio fra questi due. xyxy=(620,1466,841,1523)
paragraph: La Banca di Francia esiste un monte di danaro che nè mai toccò la cifra di 2,163 milioni; ed è a notarsi che l'annuo passivo di quest'epoca medesima, il numerario in cassa non ascendeva che a 1,583 milioni. Cinquecento novanta milioni di più sono venuti ad ingrossare la cifra della riserva metallica, nel mentre che la circolazione si è appena accresciuta di 128 milioni. xyxy=(1096,1285,1323,1416)
margin-fragment: Billi xyxy=(31,1774,50,1786)
column-divider xyxy=(612,99,613,2039)
paragraph: Entra il testimone cav. Federico Francesi, direttore delle poste a Milano. Conosce che nel 1860 egli, come capo di servizio, organizzò il servizio, perchè il marchese di Villamarina si mosse ad incontrare il Re. Uno degli ispettori, lungo la linea, era il sig. Achille Perise. Dice che il Billi era tenuto in eccellentissimo conto dal marchese Villamarina, tanto che questi aveva dato al Billi la cifra per fare i dispacci sulla linea. xyxy=(380,687,606,849)
margin-fragment: ai l'acc- xyxy=(31,682,67,694)
